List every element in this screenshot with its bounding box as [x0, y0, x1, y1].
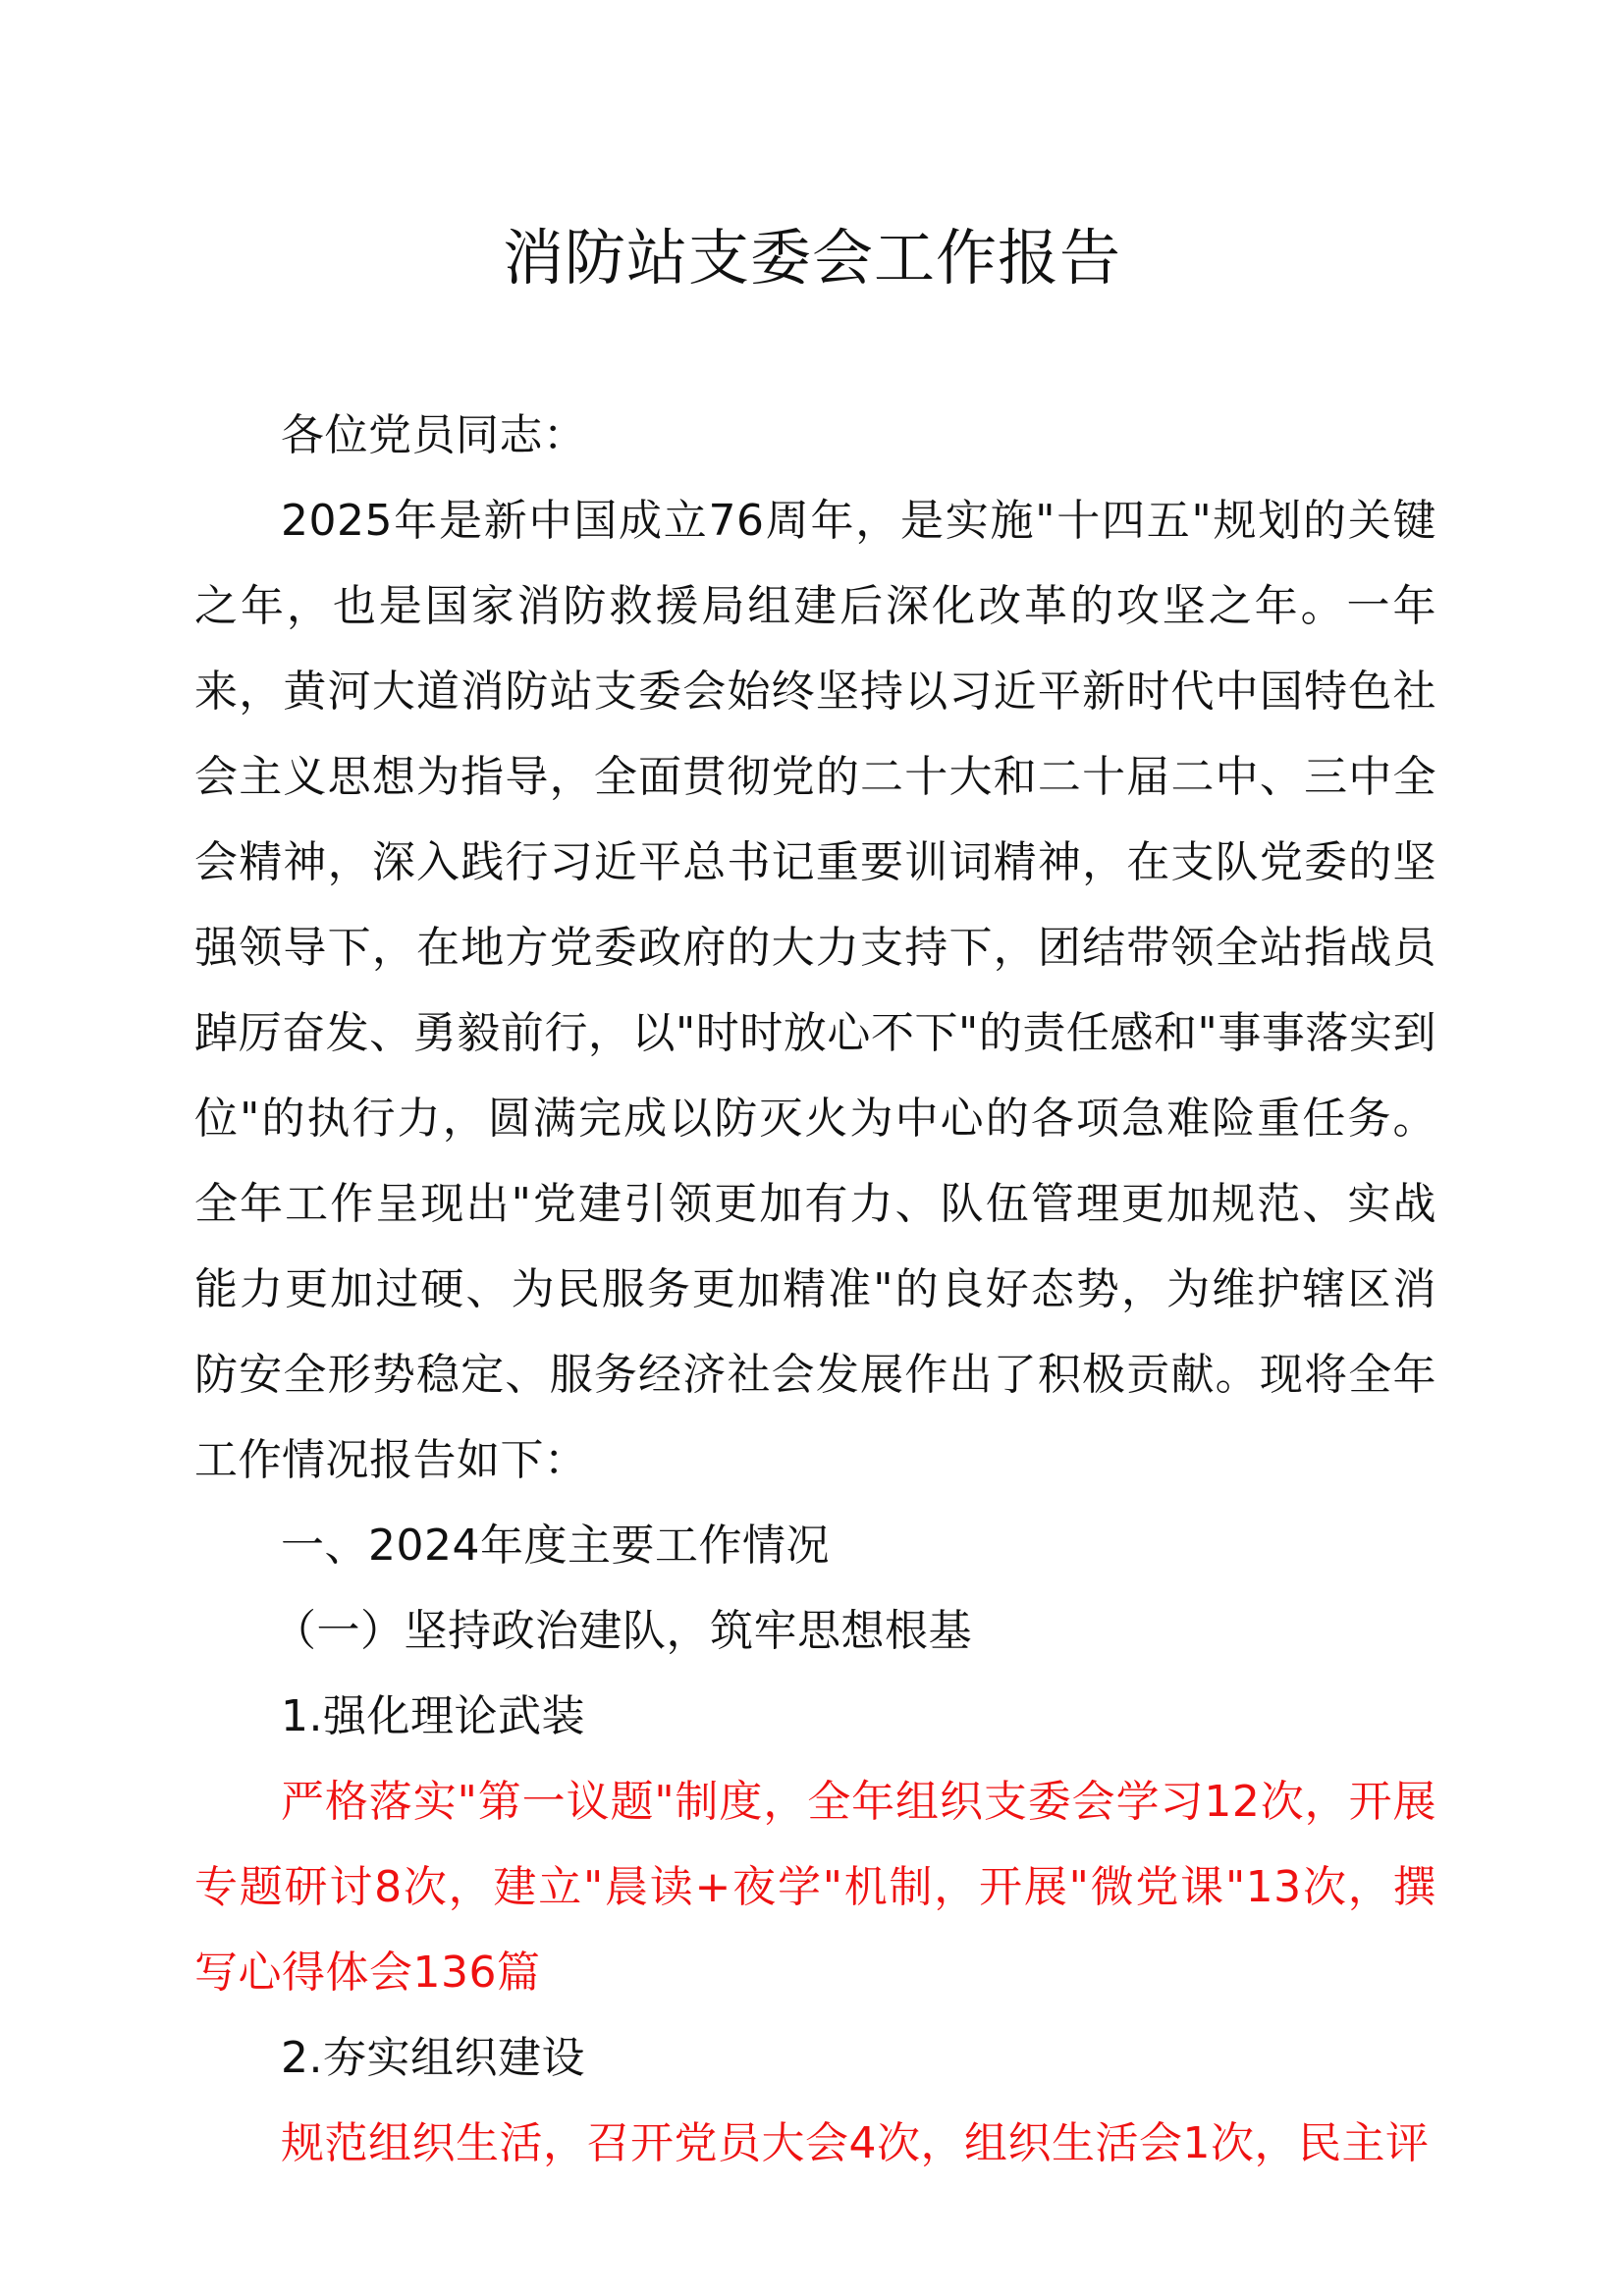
highlighted-item-text: 严格落实"第一议题"制度，全年组织支委会学习12次，开展专题研讨8次，建立"晨读+夜学"机制，开展"微党课"13次，撰写心得体会136篇	[194, 1777, 1436, 1998]
subsection-heading: （一）坚持政治建队，筑牢思想根基	[273, 1606, 972, 1656]
item-heading: 2.夯实组织建设	[281, 2033, 585, 2083]
section-heading: 一、2024年度主要工作情况	[281, 1521, 830, 1571]
intro-paragraph: 2025年是新中国成立76周年，是实施"十四五"规划的关键之年，也是国家消防救援局组建后深化改革的攻坚之年。一年来，黄河大道消防站支委会始终坚持以习近平新时代中国特色社会主义思想为指导，全面贯彻党的二十大和二十届二中、三中全会精神，深入践行习近平总书记重要训词精神，在支队党委的坚强领导下，在地方党委政府的大力支持下，团结带领全站指战员踔厉奋发、勇毅前行，以"时时放心不下"的责任感和"事事落实到位"的执行力，圆满完成以防灭火为中心的各项急难险重任务。全年工作呈现出"党建引领更加有力、队伍管理更加规范、实战能力更加过硬、为民服务更加精准"的良好态势，为维护辖区消防安全形势稳定、服务经济社会发展作出了积极贡献。现将全年工作情况报告如下：	[194, 496, 1436, 1485]
item-heading: 1.强化理论武装	[281, 1691, 585, 1741]
document-title: 消防站支委会工作报告	[502, 222, 1121, 294]
salutation-paragraph: 各位党员同志：	[281, 410, 587, 460]
highlighted-item-text: 规范组织生活，召开党员大会4次，组织生活会1次，民主评	[281, 2118, 1430, 2168]
document-body	[194, 393, 1436, 2186]
